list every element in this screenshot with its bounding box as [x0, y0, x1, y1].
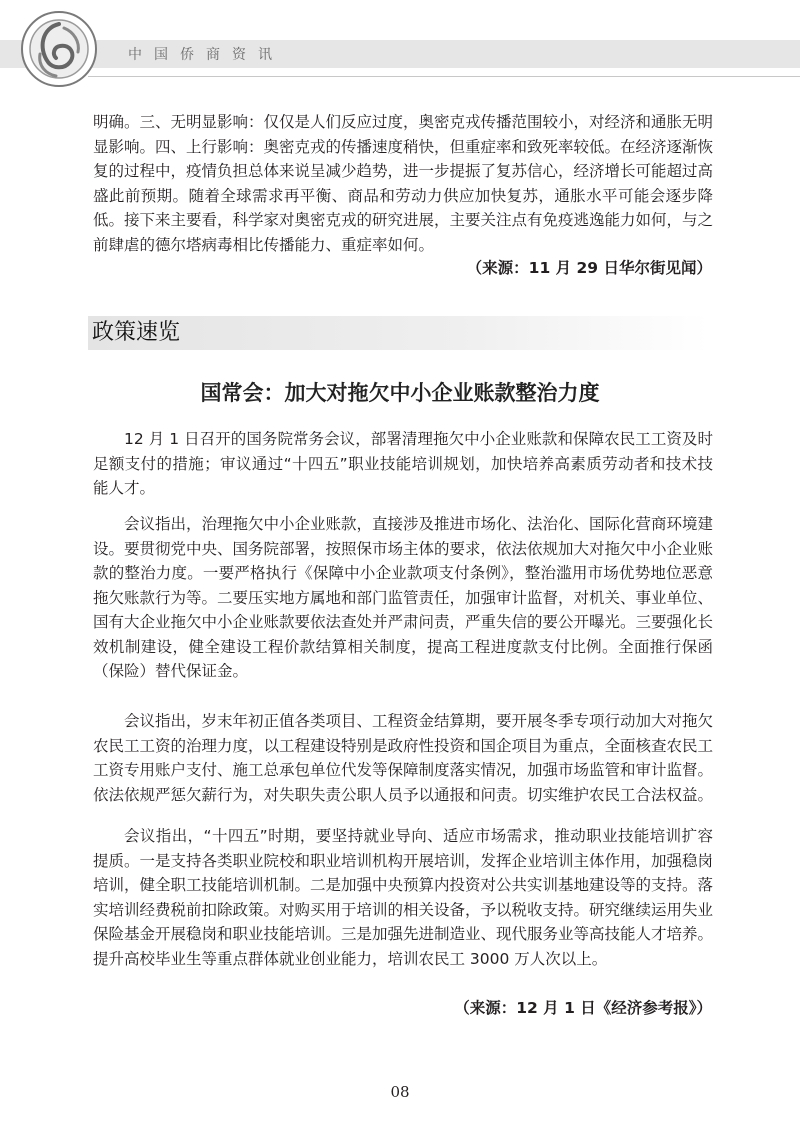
section-header-band — [88, 316, 708, 350]
article-paragraph-2: 会议指出，治理拖欠中小企业账款，直接涉及推进市场化、法治化、国际化营商环境建设。要贯彻党中央、国务院部署，按照保市场主体的要求，依法依规加大对拖欠中小企业账款的整治力度。一要严格执行《保障中小企业款项支付条例》，整治滥用市场优势地位恶意拖欠账款行为等。二要压实地方属地和部门监管责任，加强审计监督，对机关、事业单位、国有大企业拖欠中小企业账款要依法查处并严肃问责，严重失信的要公开曝光。三要强化长效机制建设，健全建设工程价款结算相关制度，提高工程进度款支付比例。全面推行保函（保险）替代保证金。 — [93, 515, 714, 680]
article-paragraph-4: 会议指出，“十四五”时期，要坚持就业导向、适应市场需求，推动职业技能培训扩容提质。一是支持各类职业院校和职业培训机构开展培训，发挥企业培训主体作用，加强稳岗培训，健全职工技能培训机制。二是加强中央预算内投资对公共实训基地建设等的支持。落实培训经费税前扣除政策。对购买用于培训的相关设备，予以税收支持。研究继续运用失业保险基金开展稳岗和职业技能培训。三是加强先进制造业、现代服务业等高技能人才培养。提升高校毕业生等重点群体就业创业能力，培训农民工 3000 万人次以上。 — [93, 827, 714, 968]
publication-title: 中国侨商资讯 — [128, 47, 284, 63]
page-number: 08 — [390, 1083, 410, 1101]
header-divider — [88, 76, 800, 77]
intro-source: （来源：11 月 29 日华尔街见闻） — [466, 259, 712, 277]
header-band — [0, 40, 800, 68]
logo-emblem-icon — [20, 10, 98, 88]
article-title: 国常会：加大对拖欠中小企业账款整治力度 — [200, 381, 600, 405]
intro-paragraph: 明确。三、无明显影响：仅仅是人们反应过度，奥密克戎传播范围较小，对经济和通胀无明显影响。四、上行影响：奥密克戎的传播速度稍快，但重症率和致死率较低。在经济逐渐恢复的过程中，疫情负担总体来说呈减少趋势，进一步提振了复苏信心，经济增长可能超过高盛此前预期。随着全球需求再平衡、商品和劳动力供应加快复苏，通胀水平可能会逐步降低。接下来主要看，科学家对奥密克戎的研究进展，主要关注点有免疫逃逸能力如何，与之前肆虐的德尔塔病毒相比传播能力、重症率如何。 — [93, 113, 714, 254]
article-paragraph-1: 12 月 1 日召开的国务院常务会议，部署清理拖欠中小企业账款和保障农民工工资及时足额支付的措施；审议通过“十四五”职业技能培训规划，加快培养高素质劳动者和技术技能人才。 — [93, 430, 713, 497]
article-source: （来源：12 月 1 日《经济参考报》） — [454, 999, 712, 1017]
article-paragraph-3: 会议指出，岁末年初正值各类项目、工程资金结算期，要开展冬季专项行动加大对拖欠农民工工资的治理力度，以工程建设特别是政府性投资和国企项目为重点，全面核查农民工工资专用账户支付、施工总承包单位代发等保障制度落实情况，加强市场监管和审计监督。依法依规严惩欠薪行为，对失职失责公职人员予以通报和问责。切实维护农民工合法权益。 — [93, 712, 714, 804]
section-title: 政策速览 — [92, 320, 181, 345]
